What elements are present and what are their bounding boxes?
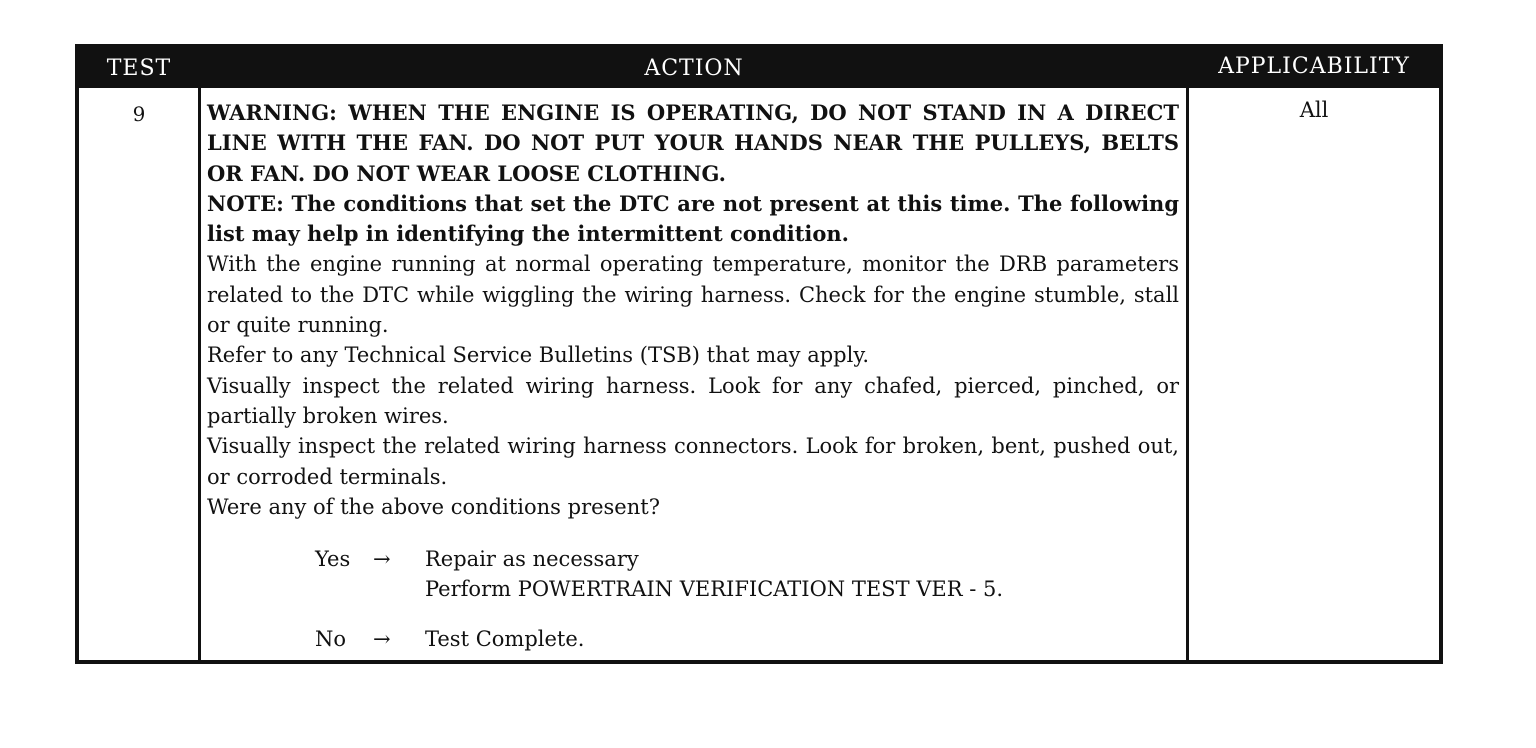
answer-yes-body [425, 544, 1003, 604]
answer-no-body [425, 624, 584, 654]
column-divider-test [198, 88, 201, 660]
header-test: TEST [106, 56, 172, 81]
action-cell [207, 98, 1179, 522]
column-divider-applicability [1186, 88, 1189, 660]
answer-no-line1: Test Complete. [425, 627, 585, 651]
test-number: 9 [132, 102, 146, 126]
table-header-row [79, 48, 1439, 88]
answer-yes [315, 544, 1175, 604]
diagnostic-test-table [75, 44, 1443, 664]
note-text: NOTE: The conditions that set the DTC are not present at this time. The following list may help in identifying the intermittent condition. [207, 190, 1179, 247]
step-monitor-drb: With the engine running at normal operating temperature, monitor the DRB parameters related to the DTC while wiggling the wiring harness. Check for the engine stumble, stall or quite running. [207, 252, 1179, 338]
header-action: ACTION [644, 56, 744, 81]
header-applicability: APPLICABILITY [1218, 54, 1410, 79]
question-text: Were any of the above conditions present? [207, 494, 660, 519]
step-inspect-connectors: Visually inspect the related wiring harness connectors. Look for broken, bent, pushed out, or corroded terminals. [207, 434, 1179, 489]
warning-text: WARNING: WHEN THE ENGINE IS OPERATING, DO NOT STAND IN A DIRECT LINE WITH THE FAN. DO NOT PUT YOUR HANDS NEAR THE PULLEYS, BELTS OR FAN. DO NOT WEAR LOOSE CLOTHING. [207, 100, 1179, 186]
answer-yes-label: Yes [315, 547, 351, 571]
step-refer-tsb: Refer to any Technical Service Bulletins (TSB) that may apply. [207, 343, 870, 368]
arrow-right-icon: → [373, 627, 391, 651]
answer-yes-line1: Repair as necessary [425, 547, 639, 571]
answer-yes-line2: Perform POWERTRAIN VERIFICATION TEST VER - 5. [425, 577, 1004, 601]
step-inspect-harness: Visually inspect the related wiring harness. Look for any chafed, pierced, pinched, or partially broken wires. [207, 373, 1179, 428]
answers-block [315, 544, 1175, 654]
answer-no-label: No [315, 627, 347, 651]
arrow-right-icon: → [373, 547, 391, 571]
answer-no [315, 624, 1175, 654]
applicability-value: All [1299, 98, 1329, 122]
